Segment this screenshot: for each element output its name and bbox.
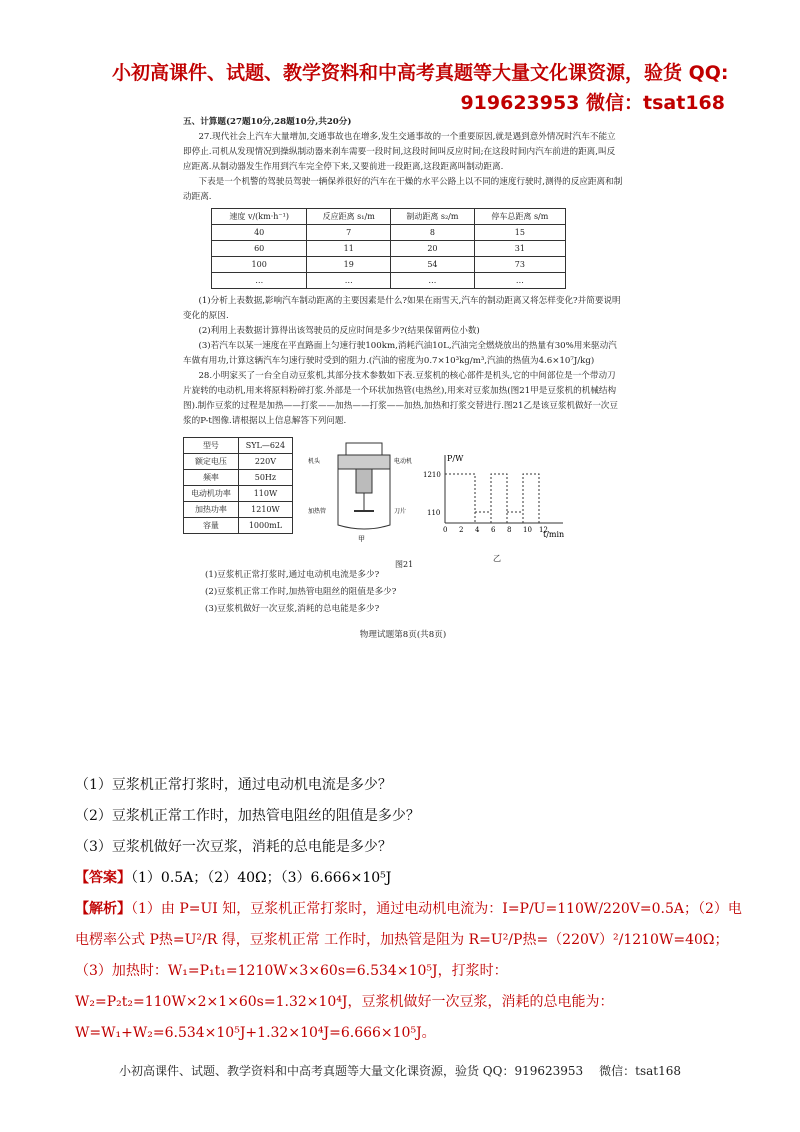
- answer-text: （1）0.5A；（2）40Ω；（3）6.666×10⁵J: [131, 870, 392, 886]
- footer-text: 小初高课件、试题、教学资料和中高考真题等大量文化课资源，验货 QQ：919623953: [118, 1064, 584, 1078]
- table-row: [212, 273, 566, 289]
- figure-21: [183, 433, 623, 569]
- table-cell: 额定电压: [184, 454, 239, 470]
- table-row: [212, 257, 566, 273]
- table-row: [212, 225, 566, 241]
- table-cell: …: [474, 273, 565, 289]
- table-cell: 加热功率: [184, 502, 239, 518]
- table-cell: 7: [307, 225, 391, 241]
- table-cell: 31: [474, 241, 565, 257]
- table-cell: …: [391, 273, 475, 289]
- tick-1210: 1210: [423, 471, 441, 479]
- table-cell: 20: [391, 241, 475, 257]
- label-heater: 加热管: [308, 508, 327, 515]
- table-cell: 15: [474, 225, 565, 241]
- page-footer: [0, 1062, 800, 1079]
- table-cell: 型号: [184, 438, 239, 454]
- analysis-paragraph: [75, 894, 745, 1049]
- table-cell: 频率: [184, 470, 239, 486]
- q28-part-1: (1)豆浆机正常打浆时,通过电动机电流是多少?: [205, 570, 380, 580]
- tick-110: 110: [427, 509, 441, 517]
- table-row: [184, 518, 293, 534]
- question-1: （1）豆浆机正常打浆时，通过电动机电流是多少？: [75, 777, 392, 793]
- table-cell: SYL—624: [238, 438, 292, 454]
- table-cell: 19: [307, 257, 391, 273]
- q28-questions: [183, 567, 623, 618]
- table-row: [184, 502, 293, 518]
- q27-part-2: (2)利用上表数据计算得出该驾驶员的反应时间是多少?(结果保留两位小数): [198, 326, 480, 336]
- table-cell: 11: [307, 241, 391, 257]
- promo-line-1: 小初高课件、试题、教学资料和中高考真题等大量文化课资源，验货 QQ:: [112, 62, 729, 84]
- table-row: [184, 486, 293, 502]
- footer-wechat: 微信：tsat168: [599, 1064, 682, 1078]
- q28-part-2: (2)豆浆机正常工作时,加热管电阻丝的阻值是多少?: [205, 587, 397, 597]
- spec-table: [183, 437, 293, 534]
- table-cell: 50Hz: [238, 470, 292, 486]
- table-cell: 54: [391, 257, 475, 273]
- table-cell: 电动机功率: [184, 486, 239, 502]
- soymilk-machine-diagram: [308, 433, 418, 543]
- question-2: （2）豆浆机正常工作时，加热管电阻丝的阻值是多少？: [75, 808, 420, 824]
- table-row: [184, 454, 293, 470]
- label-jia: 甲: [358, 535, 365, 543]
- q27-intro: 27.现代社会上汽车大量增加,交通事故也在增多,发生交通事故的一个重要原因,就是遇到意外情况时汽车不能立即停止.司机从发现情况到操纵制动器来刹车需要一段时间,这段时间叫反应时间;在这段时间内汽车前进的距离,叫反应距离.从制动器发生作用到汽车完全停下来,又要前进一段距离,这段距离叫制动距离.: [183, 132, 616, 172]
- answer-section: [75, 770, 745, 1049]
- table-cell: 1000mL: [238, 518, 292, 534]
- label-knife: 刀片: [394, 508, 407, 515]
- x-tick-label: 2: [459, 526, 464, 534]
- section-title: 五、计算题(27题10分,28题10分,共20分): [183, 117, 352, 127]
- distance-table: [211, 208, 566, 289]
- question-3: （3）豆浆机做好一次豆浆，消耗的总电能是多少？: [75, 839, 392, 855]
- table-row: [212, 241, 566, 257]
- q27-part-3: (3)若汽车以某一速度在平直路面上匀速行驶100km,消耗汽油10L,汽油完全燃烧放出的热量有30%用来驱动汽车做有用功,计算这辆汽车匀速行驶时受到的阻力.(汽油的密度为0.7×10³kg/m³,汽油的热值为4.6×10⁷J/kg): [183, 341, 617, 366]
- q28-part-3: (3)豆浆机做好一次豆浆,消耗的总电能是多少?: [205, 604, 380, 614]
- label-motor: 电动机: [394, 458, 413, 465]
- table-cell: 1210W: [238, 502, 292, 518]
- answer-line: [75, 863, 745, 894]
- answer-label: 【答案】: [75, 870, 131, 886]
- table-row: [184, 438, 293, 454]
- x-tick-label: 12: [539, 526, 548, 534]
- table-cell: 40: [212, 225, 307, 241]
- x-tick-label: 0: [443, 526, 448, 534]
- table-cell: 100: [212, 257, 307, 273]
- table-cell: 220V: [238, 454, 292, 470]
- table-cell: 8: [391, 225, 475, 241]
- q27-part-1: (1)分析上表数据,影响汽车制动距离的主要因素是什么?如果在雨雪天,汽车的制动距离又将怎样变化?并简要说明变化的原因.: [183, 296, 621, 321]
- table-cell: 60: [212, 241, 307, 257]
- x-tick-label: 6: [491, 526, 496, 534]
- table-cell: 110W: [238, 486, 292, 502]
- table-cell: …: [307, 273, 391, 289]
- power-time-graph: [423, 451, 573, 546]
- promo-line-2: 919623953 微信：tsat168: [460, 92, 725, 114]
- table-cell: …: [212, 273, 307, 289]
- page-number: 物理试题第8页(共8页): [359, 630, 447, 640]
- table-header: 反应距离 s₁/m: [307, 209, 391, 225]
- figure-caption: 图21: [395, 560, 414, 569]
- graph-ylabel: P/W: [447, 454, 464, 463]
- analysis-label: 【解析】: [75, 901, 131, 917]
- table-header: 停车总距离 s/m: [474, 209, 565, 225]
- table-header: 速度 v/(km·h⁻¹): [212, 209, 307, 225]
- label-jitou: 机头: [308, 458, 321, 465]
- q27-table-intro: 下表是一个机警的驾驶员驾驶一辆保养很好的汽车在干燥的水平公路上以不同的速度行驶时,测得的反应距离和制动距离.: [183, 177, 623, 202]
- table-cell: 容量: [184, 518, 239, 534]
- graph-xlabel: t/min: [543, 530, 565, 539]
- analysis-text: （1）由 P=UI 知，豆浆机正常打浆时，通过电动机电流为：I=P/U=110W/220V=0.5A；（2）电电楞率公式 P热=U²/R 得，豆浆机正常 工作时，加热管是阻为 R=U²/P热=（220V）²/1210W=40Ω；（3）加热时：W₁=P₁t₁=1210W×3×60s=6.534×10⁵J，打浆时：W₂=P₂t₂=110W×2×1×60s=1.32×10⁴J，豆浆机做好一次豆浆，消耗的总电能为：W=W₁+W₂=6.534×10⁵J+1.32×10⁴J=6.666×10⁵J。: [75, 901, 742, 1041]
- label-yi: 乙: [493, 554, 501, 563]
- q28-intro: 28.小明家买了一台全自动豆浆机,其部分技术参数如下表.豆浆机的核心部件是机头,它的中间部位是一个带动刀片旋转的电动机,用来将原料粉碎打浆.外部是一个环状加热管(电热丝),用来对豆浆加热(图21甲是豆浆机的机械结构图).制作豆浆的过程是加热——打浆——加热——打浆——加热,加热和打浆交替进行.图21乙是该豆浆机做好一次豆浆的P-t图像.请根据以上信息解答下列问题.: [183, 371, 618, 426]
- table-cell: 73: [474, 257, 565, 273]
- table-header: 制动距离 s₂/m: [391, 209, 475, 225]
- table-row: [184, 470, 293, 486]
- scanned-exam-page: [183, 115, 623, 733]
- x-tick-label: 10: [523, 526, 532, 534]
- x-tick-label: 4: [475, 526, 480, 534]
- x-tick-label: 8: [507, 526, 512, 534]
